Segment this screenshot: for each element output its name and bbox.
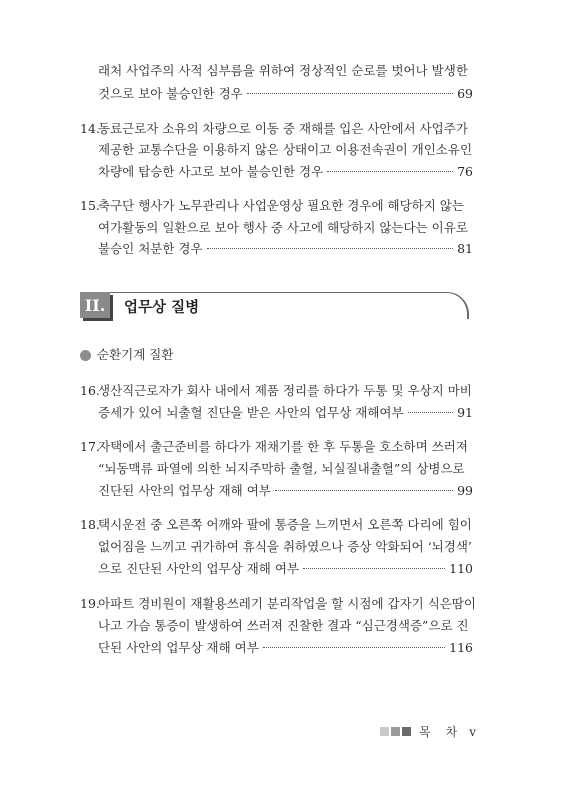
footer-square-icon [391,727,400,736]
toc-entry-text: 아파트 경비원이 재활용쓰레기 분리작업을 할 시점에 갑자기 식은땀이 [98,596,476,611]
toc-entry-text: 생산직근로자가 회사 내에서 제품 정리를 하다가 두통 및 우상지 마비 [98,383,472,398]
footer-label: 차 [445,725,458,739]
toc-leader-line [98,163,473,181]
section-title: 업무상 질병 [124,300,200,316]
footer-square-icon [402,727,411,736]
category-label: 순환기계 질환 [97,347,174,362]
toc-entry-number: 18. [80,517,100,532]
toc-leader-line [98,85,473,103]
toc-entry-text: 여가활동의 일환으로 보아 행사 중 사고에 해당하지 않는다는 이유로 [98,220,468,235]
toc-entry-text: 제공한 교통수단을 이용하지 않은 상태이고 이용전속권이 개인소유인 [98,142,473,157]
dot-leader [263,647,445,648]
toc-entry-text: 불승인 처분한 경우 [98,241,203,256]
toc-entry-text: 동료근로자 소유의 차량으로 이동 중 재해를 입은 사안에서 사업주가 [98,121,468,136]
toc-leader-line [98,560,473,578]
toc-entry-text: 차량에 탑승한 사고로 보아 불승인한 경우 [98,164,324,179]
dot-leader [408,412,454,413]
bullet-icon [80,350,91,361]
dot-leader [247,93,453,94]
toc-entry-number: 19. [80,596,100,611]
dot-leader [275,490,453,491]
category-heading [80,346,173,364]
footer-page-number: v [469,724,476,739]
footer-label: 목 [419,725,432,739]
page-footer [380,723,476,740]
toc-entry-text: 축구단 행사가 노무관리나 사업운영상 필요한 경우에 해당하지 않는 [98,198,464,213]
dot-leader [303,568,445,569]
dot-leader [207,248,454,249]
toc-entry-text: 증세가 있어 뇌출혈 진단을 받은 사안의 업무상 재해여부 [98,405,404,420]
toc-entry-number: 16. [80,383,100,398]
toc-entry-number: 14. [80,121,100,136]
toc-page-number: 116 [449,640,473,655]
toc-leader-line [98,404,473,422]
footer-square-icon [380,727,389,736]
dot-leader [327,171,453,172]
toc-entry-text: 진단된 사안의 업무상 재해 여부 [98,483,271,498]
toc-entry-text: 래처 사업주의 사적 심부름을 위하여 정상적인 순로를 벗어나 발생한 [98,63,468,78]
toc-entry-text: 단된 사안의 업무상 재해 여부 [98,640,259,655]
toc-entry-text: 것으로 보아 불승인한 경우 [98,86,243,101]
toc-entry-text: 나고 가슴 통증이 발생하여 쓰러져 진찰한 결과 “심근경색증”으로 진 [98,618,469,633]
toc-page-number: 99 [457,483,473,498]
toc-entry-text: “뇌동맥류 파열에 의한 뇌지주막하 출혈, 뇌실질내출혈”의 상병으로 [98,461,465,476]
toc-page-number: 91 [457,405,473,420]
toc-leader-line [98,482,473,500]
toc-entry-number: 15. [80,198,100,213]
toc-page-number: 69 [457,86,473,101]
toc-entry-text: 없어짐을 느끼고 귀가하여 휴식을 취하였으나 증상 악화되어 ‘뇌경색’ [98,539,472,554]
toc-leader-line [98,639,473,657]
section-number-badge: II. [80,292,110,318]
toc-leader-line [98,240,473,258]
section-header [80,292,475,326]
toc-page-number: 110 [449,561,473,576]
toc-entry-text: 택시운전 중 오른쪽 어깨와 팔에 통증을 느끼면서 오른쪽 다리에 힘이 [98,517,472,532]
toc-entry-text: 으로 진단된 사안의 업무상 재해 여부 [98,561,299,576]
toc-entry-number: 17. [80,439,100,454]
toc-entry-text: 자택에서 출근준비를 하다가 재채기를 한 후 두통을 호소하며 쓰러져 [98,439,468,454]
toc-page-number: 81 [457,241,473,256]
toc-page-number: 76 [457,164,473,179]
